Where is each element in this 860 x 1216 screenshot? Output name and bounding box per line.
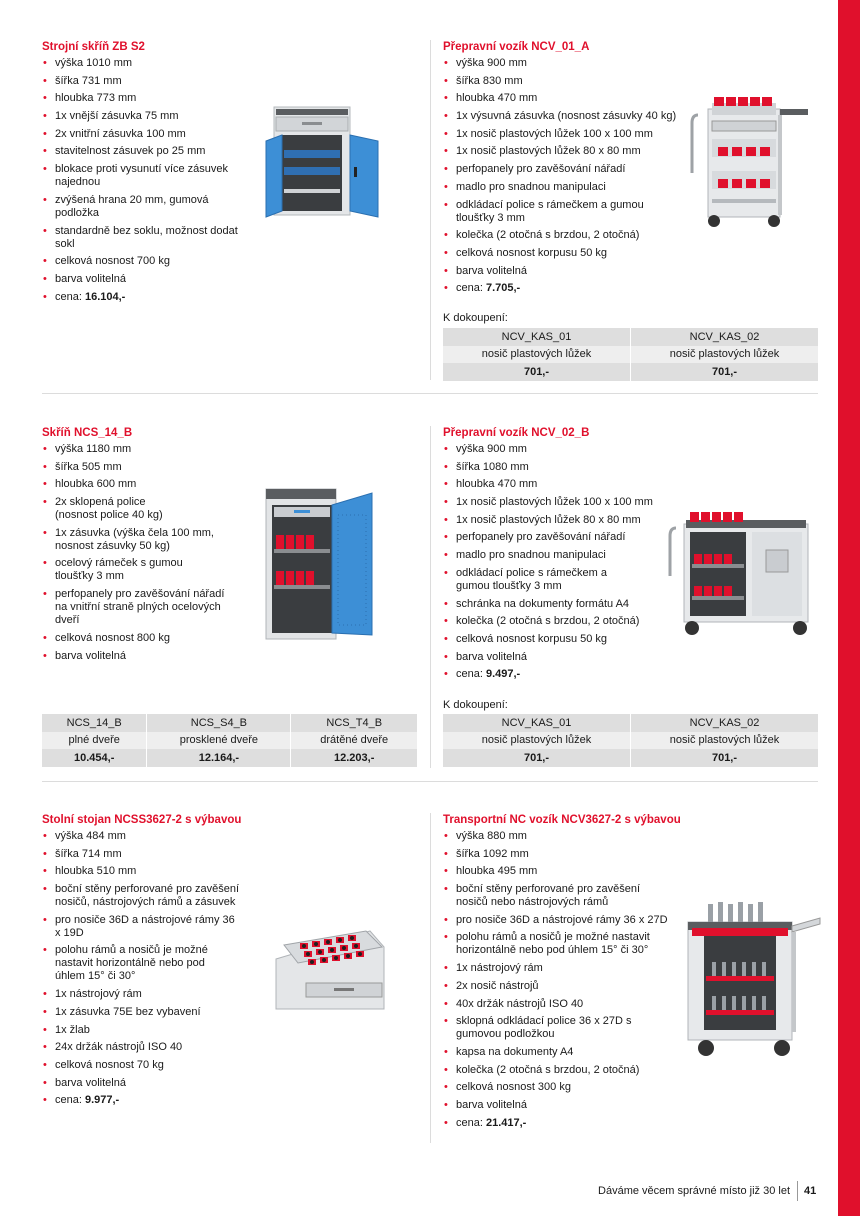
spec-list <box>443 443 693 681</box>
product-title: Transportní NC vozík NCV3627-2 s výbavou <box>443 814 681 826</box>
table-row <box>443 714 818 732</box>
page-edge-accent-bar <box>838 0 860 1216</box>
price-item <box>443 668 693 681</box>
table-row <box>443 346 818 364</box>
price-item <box>42 291 242 304</box>
spec-item: • 40x držák nástrojů ISO 40 <box>443 998 681 1011</box>
footer-divider <box>797 1181 798 1201</box>
price-label: cena: <box>456 668 486 681</box>
table-cell: 10.454,- <box>42 749 147 767</box>
spec-item: • celková nosnost 70 kg <box>42 1059 237 1072</box>
cart-ncv-01-a-image <box>688 95 820 230</box>
table-cell: NCV_KAS_01 <box>443 328 631 346</box>
spec-item: • kolečka (2 otočná s brzdou, 2 otočná) <box>443 615 693 628</box>
table-cell: nosič plastových lůžek <box>631 346 819 364</box>
spec-item: • 2x nosič nástrojů <box>443 980 681 993</box>
row-separator-2 <box>42 781 818 782</box>
cart-ncv-02-b-image <box>668 510 816 640</box>
spec-item: • 1x nosič plastových lůžek 100 x 100 mm <box>443 496 693 509</box>
spec-item: • celková nosnost 300 kg <box>443 1081 681 1094</box>
table-cell: nosič plastových lůžek <box>443 346 631 364</box>
spec-item: • pro nosiče 36D a nástrojové rámy 36 x 27D <box>443 914 681 927</box>
product-title: Stolní stojan NCSS3627-2 s výbavou <box>42 814 242 826</box>
spec-item: • madlo pro snadnou manipulaci <box>443 549 693 562</box>
table-cell: prosklené dveře <box>147 732 291 750</box>
spec-list <box>443 830 681 1130</box>
spec-item: • boční stěny perforované pro zavěšení nosičů nebo nástrojových rámů <box>443 883 653 909</box>
spec-item: • zvýšená hrana 20 mm, gumová podložka <box>42 194 242 220</box>
variants-table <box>42 714 417 767</box>
footer-slogan: Dáváme věcem správné místo již 30 let <box>598 1185 790 1197</box>
accessories-label: K dokoupení: <box>443 699 508 711</box>
spec-item: • celková nosnost korpusu 50 kg <box>443 247 681 260</box>
spec-item: • 1x nosič plastových lůžek 80 x 80 mm <box>443 514 693 527</box>
price-value: 9.497,- <box>485 668 521 681</box>
price-item <box>42 1094 237 1107</box>
table-row <box>443 732 818 750</box>
table-cell: NCV_KAS_02 <box>631 714 819 732</box>
table-cell: NCS_14_B <box>42 714 147 732</box>
spec-item: • blokace proti vysunutí více zásuvek najednou <box>42 163 242 189</box>
spec-item: • výška 900 mm <box>443 57 681 70</box>
column-separator-1 <box>430 40 431 380</box>
table-cell: 701,- <box>631 363 819 381</box>
table-cell: NCV_KAS_02 <box>631 328 819 346</box>
price-label: cena: <box>456 282 486 295</box>
spec-item: • 2x vnitřní zásuvka 100 mm <box>42 128 242 141</box>
table-cell: 701,- <box>631 749 819 767</box>
price-item <box>443 282 681 295</box>
accessories-table <box>443 328 818 381</box>
spec-item: • výška 484 mm <box>42 830 237 843</box>
spec-item: • šířka 1080 mm <box>443 461 693 474</box>
spec-item: • perfopanely pro zavěšování nářadí <box>443 531 693 544</box>
spec-item: • výška 880 mm <box>443 830 681 843</box>
spec-item: • 1x zásuvka (výška čela 100 mm, nosnost zásuvky 50 kg) <box>42 527 232 553</box>
accessories-label: K dokoupení: <box>443 312 508 324</box>
spec-item: • polohu rámů a nosičů je možné nastavit horizontálně nebo pod úhlem 15° či 30° <box>42 944 237 983</box>
spec-item: • barva volitelná <box>443 651 693 664</box>
spec-item: • 1x nosič plastových lůžek 100 x 100 mm <box>443 128 681 141</box>
spec-item: • 1x žlab <box>42 1024 237 1037</box>
table-cell: nosič plastových lůžek <box>631 732 819 750</box>
spec-item: • kolečka (2 otočná s brzdou, 2 otočná) <box>443 229 681 242</box>
product-title: Přepravní vozík NCV_01_A <box>443 41 590 53</box>
spec-item: • hloubka 470 mm <box>443 478 693 491</box>
spec-item: • barva volitelná <box>443 1099 681 1112</box>
price-label: cena: <box>55 1094 85 1107</box>
spec-list <box>443 57 681 295</box>
spec-item: • celková nosnost 800 kg <box>42 632 232 645</box>
product-title: Přepravní vozík NCV_02_B <box>443 427 590 439</box>
spec-item: • hloubka 600 mm <box>42 478 232 491</box>
table-row <box>42 714 417 732</box>
table-cell: nosič plastových lůžek <box>443 732 631 750</box>
table-cell: 701,- <box>443 363 631 381</box>
spec-item: • barva volitelná <box>443 265 681 278</box>
spec-item: • standardně bez soklu, možnost dodat sokl <box>42 225 242 251</box>
spec-item: • polohu rámů a nosičů je možné nastavit horizontálně nebo pod úhlem 15° či 30° <box>443 931 681 957</box>
price-label: cena: <box>456 1116 486 1129</box>
page-number: 41 <box>804 1185 817 1197</box>
table-row <box>443 363 818 381</box>
price-value: 16.104,- <box>84 290 126 303</box>
price-item <box>443 1117 681 1130</box>
spec-item: • 2x sklopená police (nosnost police 40 kg) <box>42 496 182 522</box>
spec-list <box>42 830 240 1107</box>
spec-item: • výška 900 mm <box>443 443 693 456</box>
spec-item: • barva volitelná <box>42 1077 237 1090</box>
table-cell: drátěné dveře <box>291 732 417 750</box>
spec-item: • barva volitelná <box>42 273 242 286</box>
spec-item: • 1x nástrojový rám <box>443 962 681 975</box>
stand-ncss3627-2-image <box>270 925 390 1013</box>
product-title: Skříň NCS_14_B <box>42 427 133 439</box>
spec-item: • šířka 714 mm <box>42 848 237 861</box>
spec-item: • 1x nosič plastových lůžek 80 x 80 mm <box>443 145 681 158</box>
table-row <box>443 328 818 346</box>
price-label: cena: <box>55 290 85 303</box>
spec-item: • madlo pro snadnou manipulaci <box>443 181 681 194</box>
column-separator-2 <box>430 426 431 768</box>
table-cell: NCV_KAS_01 <box>443 714 631 732</box>
table-cell: 701,- <box>443 749 631 767</box>
spec-item: • ocelový rámeček s gumou tloušťky 3 mm <box>42 557 212 583</box>
spec-item: • perfopanely pro zavěšování nářadí <box>443 163 681 176</box>
table-cell: plné dveře <box>42 732 147 750</box>
cabinet-zb-s2-image <box>262 105 382 220</box>
spec-item: • 1x výsuvná zásuvka (nosnost zásuvky 40 kg) <box>443 110 693 123</box>
table-cell: NCS_S4_B <box>147 714 291 732</box>
spec-item: • kolečka (2 otočná s brzdou, 2 otočná) <box>443 1064 681 1077</box>
price-value: 21.417,- <box>485 1116 527 1129</box>
spec-item: • odkládací police s rámečkem a gumou tloušťky 3 mm <box>443 199 668 225</box>
spec-item: • sklopná odkládací police 36 x 27D s gumovou podložkou <box>443 1015 653 1041</box>
spec-item: • šířka 830 mm <box>443 75 681 88</box>
cabinet-ncs-14-b-image <box>262 485 378 645</box>
table-cell: 12.203,- <box>291 749 417 767</box>
table-cell: 12.164,- <box>147 749 291 767</box>
column-separator-3 <box>430 813 431 1143</box>
spec-item: • šířka 731 mm <box>42 75 242 88</box>
spec-item: • stavitelnost zásuvek po 25 mm <box>42 145 242 158</box>
spec-list <box>42 57 242 304</box>
spec-item: • 1x zásuvka 75E bez vybavení <box>42 1006 237 1019</box>
spec-item: • kapsa na dokumenty A4 <box>443 1046 681 1059</box>
spec-item: • hloubka 495 mm <box>443 865 681 878</box>
spec-item: • perfopanely pro zavěšování nářadí na vnitřní straně plných ocelových dveří <box>42 588 227 627</box>
table-cell: NCS_T4_B <box>291 714 417 732</box>
price-value: 9.977,- <box>84 1094 120 1107</box>
accessories-table <box>443 714 818 767</box>
table-row <box>42 749 417 767</box>
spec-item: • hloubka 470 mm <box>443 92 681 105</box>
spec-item: • schránka na dokumenty formátu A4 <box>443 598 693 611</box>
spec-list <box>42 443 232 663</box>
table-row <box>443 749 818 767</box>
spec-item: • pro nosiče 36D a nástrojové rámy 36 x 19D <box>42 914 237 940</box>
spec-item: • odkládací police s rámečkem a gumou tloušťky 3 mm <box>443 567 623 593</box>
spec-item: • 1x vnější zásuvka 75 mm <box>42 110 242 123</box>
spec-item: • barva volitelná <box>42 650 232 663</box>
spec-item: • 1x nástrojový rám <box>42 988 237 1001</box>
spec-item: • hloubka 773 mm <box>42 92 242 105</box>
spec-item: • šířka 1092 mm <box>443 848 681 861</box>
row-separator-1 <box>42 393 818 394</box>
product-title: Strojní skříň ZB S2 <box>42 41 145 53</box>
table-row <box>42 732 417 750</box>
cart-ncv3627-2-image <box>682 900 822 1060</box>
spec-item: • výška 1010 mm <box>42 57 242 70</box>
spec-item: • celková nosnost 700 kg <box>42 255 242 268</box>
spec-item: • celková nosnost korpusu 50 kg <box>443 633 693 646</box>
spec-item: • výška 1180 mm <box>42 443 232 456</box>
spec-item: • 24x držák nástrojů ISO 40 <box>42 1041 237 1054</box>
spec-item: • hloubka 510 mm <box>42 865 237 878</box>
spec-item: • boční stěny perforované pro zavěšení nosičů, nástrojových rámů a zásuvek <box>42 883 272 909</box>
price-value: 7.705,- <box>485 282 521 295</box>
spec-item: • šířka 505 mm <box>42 461 232 474</box>
